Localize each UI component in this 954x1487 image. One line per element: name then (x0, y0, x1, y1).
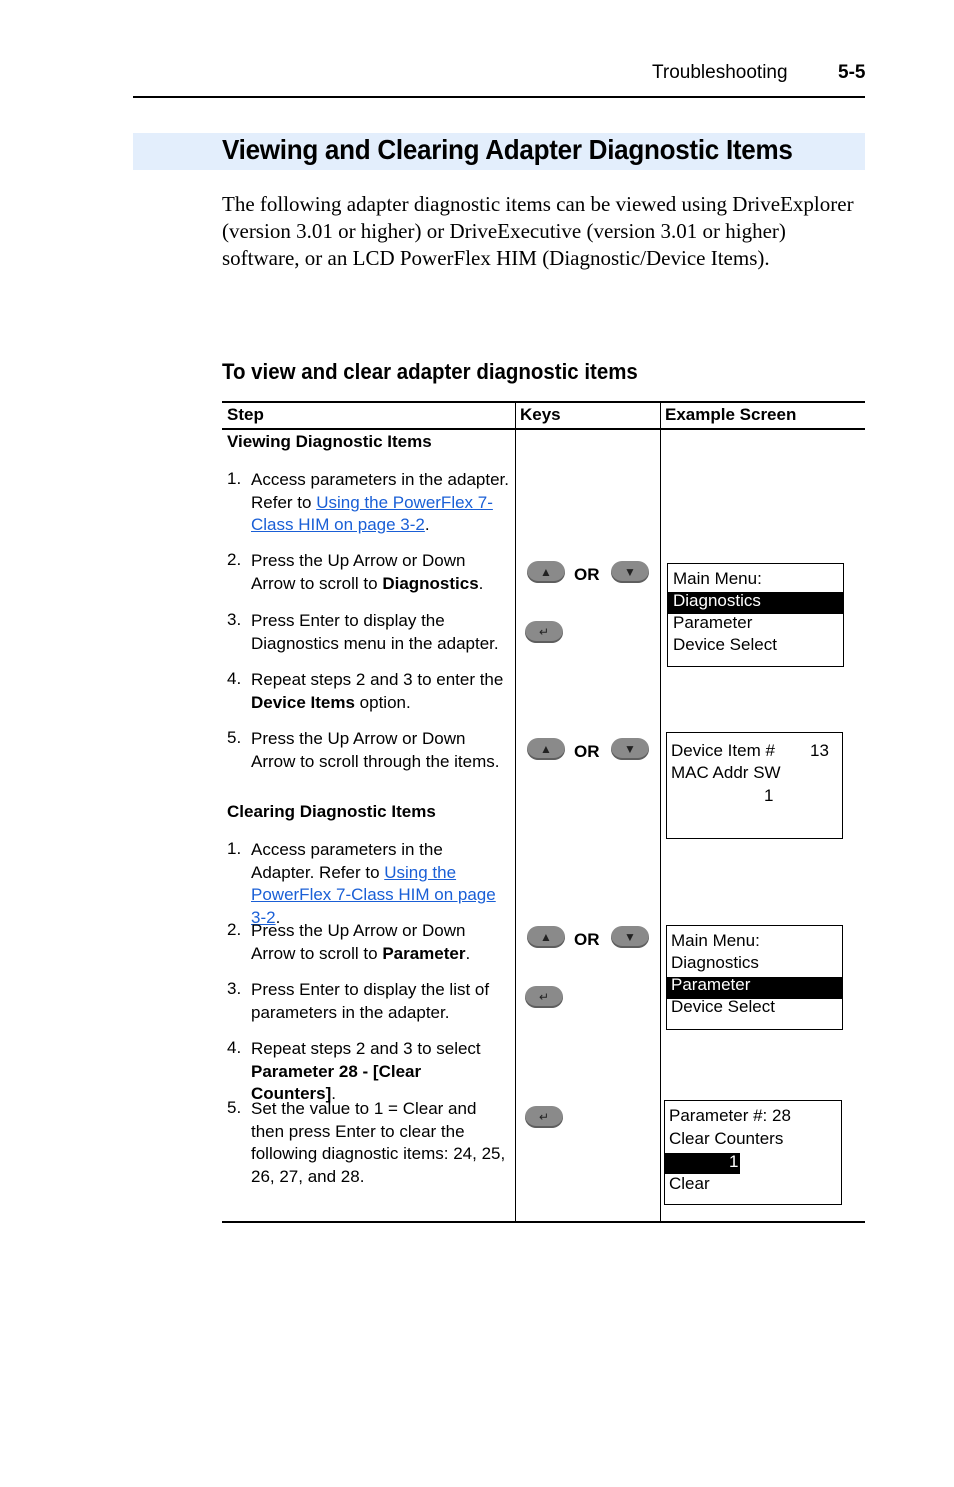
viewing-step-1: Access parameters in the adapter. Refer to Using the PowerFlex 7-Class HIM on page 3-2. (251, 470, 509, 534)
clearing-step-4: Repeat steps 2 and 3 to select Parameter 28 - [Clear Counters]. (251, 1039, 481, 1103)
step-number: 2. (227, 920, 242, 939)
screen-line: Device Select (673, 635, 777, 654)
clearing-step-1: Access parameters in the Adapter. Refer to Using the PowerFlex 7-Class HIM on page 3-2. (251, 840, 496, 927)
column-header-step: Step (227, 405, 264, 424)
screen-line: Main Menu: (673, 569, 762, 588)
step-number: 5. (227, 728, 242, 747)
screen-line: Diagnostics (671, 953, 759, 972)
step-number: 3. (227, 979, 242, 998)
viewing-step-2: Press the Up Arrow or Down Arrow to scroll to Diagnostics. (251, 551, 484, 593)
step-number: 1. (227, 839, 242, 858)
step-number: 5. (227, 1098, 242, 1117)
step-number: 1. (227, 469, 242, 488)
column-divider-1 (515, 401, 516, 1223)
down-arrow-key-icon: ▼ (611, 926, 649, 948)
screen-line-selected: Diagnostics (673, 591, 761, 610)
screen-line: Device Select (671, 997, 775, 1016)
intro-paragraph: The following adapter diagnostic items can be viewed using DriveExplorer (version 3.01 or higher) or DriveExecutive (version 3.01 or higher) software, or an LCD PowerFlex HIM (Diagnostic/Device Items). (222, 192, 854, 270)
him-screen-main-menu-diagnostics (667, 563, 844, 667)
or-label: OR (574, 565, 600, 584)
step-number: 4. (227, 1038, 242, 1057)
enter-key-icon: ↵ (525, 621, 563, 643)
viewing-step-4: Repeat steps 2 and 3 to enter the Device Items option. (251, 670, 504, 712)
him-screen-clear-counters (664, 1100, 842, 1205)
down-arrow-key-icon: ▼ (611, 561, 649, 583)
table-top-rule (222, 401, 865, 403)
or-label: OR (574, 930, 600, 949)
up-arrow-key-icon: ▲ (527, 926, 565, 948)
screen-line: Device Item # (671, 741, 775, 760)
up-arrow-key-icon: ▲ (527, 561, 565, 583)
section-title: Viewing and Clearing Adapter Diagnostic Items (222, 134, 793, 165)
step-number: 3. (227, 610, 242, 629)
up-arrow-key-icon: ▲ (527, 738, 565, 760)
him-screen-device-item (666, 732, 843, 839)
column-header-keys: Keys (520, 405, 561, 424)
table-header-rule (222, 428, 865, 430)
screen-value: 1 (729, 1152, 739, 1171)
him-screen-main-menu-parameter (666, 925, 843, 1030)
screen-line: Main Menu: (671, 931, 760, 950)
him-reference-link[interactable]: Using the PowerFlex 7-Class HIM on page 3-2 (251, 862, 496, 927)
clearing-step-3: Press Enter to display the list of parameters in the adapter. (251, 980, 490, 1022)
screen-line: Clear (669, 1174, 710, 1193)
column-divider-2 (660, 401, 661, 1223)
him-reference-link[interactable]: Using the PowerFlex 7-Class HIM on page 3-2 (251, 492, 493, 534)
screen-line-selected: Parameter (671, 975, 751, 994)
screen-line: MAC Addr SW (671, 763, 781, 782)
procedure-title: To view and clear adapter diagnostic items (222, 359, 638, 384)
clearing-step-2: Press the Up Arrow or Down Arrow to scroll to Parameter. (251, 921, 471, 963)
step-number: 4. (227, 669, 242, 688)
table-bottom-rule (222, 1221, 865, 1223)
step-number: 2. (227, 550, 242, 569)
screen-line: Clear Counters (669, 1129, 784, 1148)
down-arrow-key-icon: ▼ (611, 738, 649, 760)
screen-value: 13 (810, 741, 829, 760)
header-rule (133, 96, 865, 98)
viewing-step-3: Press Enter to display the Diagnostics menu in the adapter. (251, 611, 499, 653)
clearing-step-5: Set the value to 1 = Clear and then press Enter to clear the following diagnostic items: 24, 25, 26, 27, and 28. (251, 1099, 506, 1186)
viewing-step-5: Press the Up Arrow or Down Arrow to scroll through the items. (251, 729, 500, 771)
enter-key-icon: ↵ (525, 986, 563, 1008)
enter-key-icon: ↵ (525, 1106, 563, 1128)
page-number: 5-5 (838, 62, 866, 83)
running-header-section: Troubleshooting (652, 62, 788, 83)
screen-line: Parameter #: 28 (669, 1106, 791, 1125)
clearing-heading: Clearing Diagnostic Items (227, 802, 436, 821)
screen-line: Parameter (673, 613, 753, 632)
viewing-heading: Viewing Diagnostic Items (227, 432, 432, 451)
or-label: OR (574, 742, 600, 761)
screen-value: 1 (764, 786, 774, 805)
column-header-example-screen: Example Screen (665, 405, 797, 424)
